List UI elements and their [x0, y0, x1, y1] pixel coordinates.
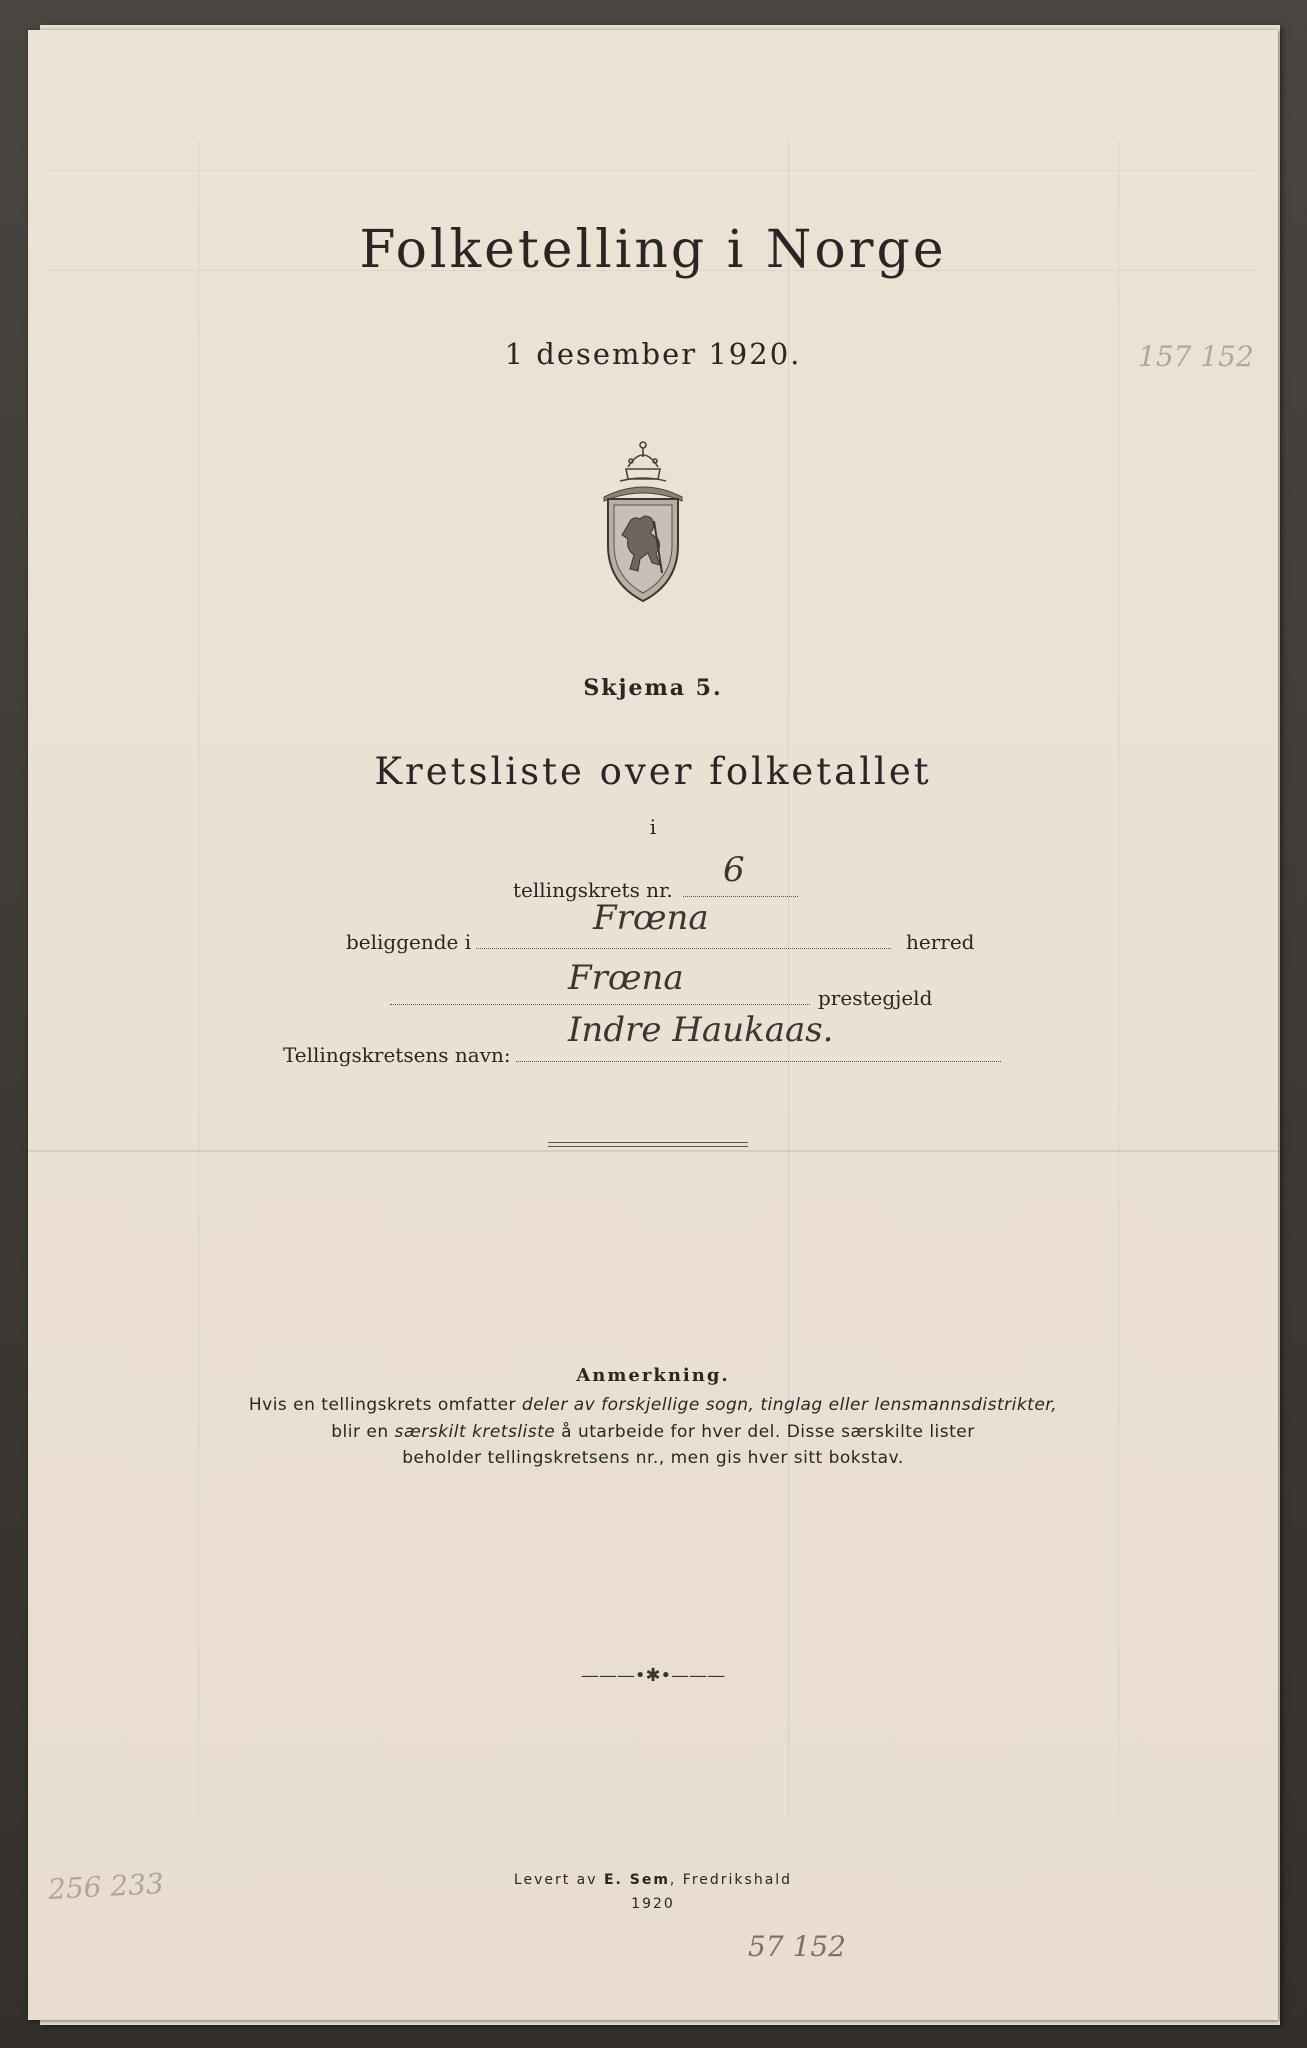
margin-note: 256 233	[47, 1866, 165, 1907]
krets-name-label: Tellingskretsens navn:	[283, 1043, 511, 1067]
note-line-1	[28, 1395, 1278, 1415]
ornament-divider: ———•✱•———	[580, 1665, 726, 1686]
prestegjeld-suffix: prestegjeld	[818, 986, 933, 1010]
krets-number-handwritten: 6	[723, 850, 745, 890]
bleed-through-rule	[48, 170, 1258, 171]
connector-word: i	[649, 815, 657, 839]
census-form-page	[28, 30, 1278, 2020]
form-heading: Kretsliste over folketallet	[374, 750, 932, 793]
bleed-through-rule	[1118, 140, 1119, 1820]
krets-name-handwritten: Indre Haukaas.	[568, 1010, 834, 1050]
printer-year: 1920	[631, 1896, 675, 1912]
herred-suffix: herred	[906, 930, 975, 954]
section-divider	[548, 1142, 748, 1147]
printer-name: E. Sem	[603, 1872, 670, 1888]
note-line-2	[28, 1422, 1278, 1442]
note-text: å utarbeide for hver del. Disse særskilte lister	[555, 1422, 975, 1442]
note-emphasis: deler av forskjellige sogn, tinglag eller lensmannsdistrikter,	[521, 1395, 1058, 1415]
margin-note: 157 152	[1138, 340, 1254, 373]
herred-name-handwritten: Frœna	[593, 898, 709, 938]
note-emphasis: særskilt kretsliste	[394, 1422, 556, 1442]
printer-suffix: , Fredrikshald	[669, 1872, 793, 1888]
margin-note: 57 152	[748, 1930, 846, 1963]
coat-of-arms-icon	[598, 435, 688, 605]
printer-credit	[28, 1872, 1278, 1888]
note-title: Anmerkning.	[576, 1365, 730, 1386]
note-line-3: beholder tellingskretsens nr., men gis hver sitt bokstav.	[402, 1448, 904, 1468]
paper-fold	[28, 1150, 1278, 1152]
census-date: 1 desember 1920.	[504, 337, 802, 371]
note-text: Hvis en tellingskrets omfatter	[248, 1395, 522, 1415]
schema-label: Skjema 5.	[583, 675, 723, 701]
form-title: Folketelling i Norge	[359, 220, 947, 280]
krets-label: tellingskrets nr.	[513, 878, 673, 902]
prestegjeld-name-handwritten: Frœna	[568, 958, 684, 998]
herred-prefix: beliggende i	[346, 930, 472, 954]
printer-prefix: Levert av	[513, 1872, 604, 1888]
note-text: blir en	[331, 1422, 395, 1442]
bleed-through-rule	[198, 140, 199, 1820]
